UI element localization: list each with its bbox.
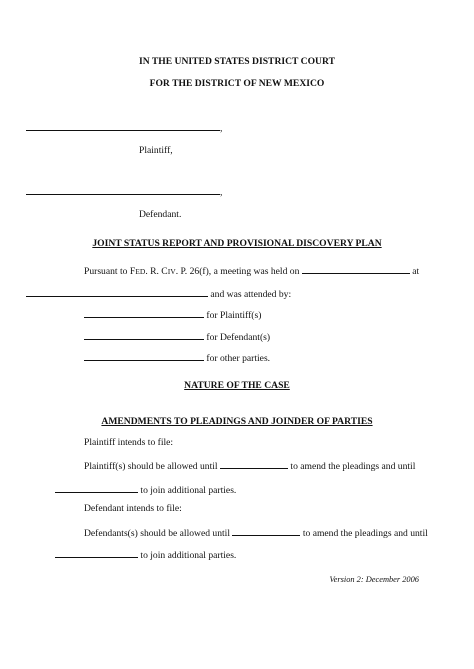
defendant-allowed-line [84,526,428,540]
amendments-heading: AMENDMENTS TO PLEADINGS AND JOINDER OF PARTIES [101,416,373,427]
for-defendants-label: for Defendant(s) [206,332,271,343]
defendant-attendee-line [84,330,270,344]
plaintiff-intends: Plaintiff intends to file: [84,437,174,448]
defendant-attendee-blank[interactable] [84,330,204,340]
report-title: JOINT STATUS REPORT AND PROVISIONAL DISCOVERY PLAN [92,238,382,249]
defendant-intends: Defendant intends to file: [84,503,182,514]
defendant-name-line[interactable] [26,185,222,199]
plaintiff-allowed-line [84,459,415,473]
comma: , [220,123,223,134]
pursuant-sc1: ED [135,267,146,276]
pursuant-prefix: Pursuant to F [84,266,136,277]
defendant-amend-date-blank[interactable] [232,526,300,536]
defendant-join-label: to join additional parties. [140,550,237,561]
plaintiff-join-line [55,483,236,497]
nature-heading: NATURE OF THE CASE [184,380,290,391]
pursuant-line [84,264,419,278]
pursuant-mid1: . R. C [145,266,168,277]
defendant-name-blank[interactable] [26,185,220,195]
defendant-join-date-blank[interactable] [55,548,138,558]
defendant-join-line [55,548,236,562]
plaintiff-label: Plaintiff, [139,145,173,156]
defendant-label: Defendant. [139,209,182,220]
attended-line [26,287,291,301]
plaintiff-allowed-label: Plaintiff(s) should be allowed until [84,461,218,472]
other-attendee-blank[interactable] [84,351,204,361]
for-other-label: for other parties. [206,353,271,364]
pursuant-mid2: . P. 26(f), a meeting was held on [175,266,300,277]
for-plaintiffs-label: for Plaintiff(s) [206,310,262,321]
defendant-amend-label: to amend the pleadings and until [302,528,428,539]
district-title: FOR THE DISTRICT OF NEW MEXICO [149,78,325,89]
attended-by-label: and was attended by: [210,289,292,300]
meeting-location-blank[interactable] [26,287,208,297]
plaintiff-name-line[interactable] [26,121,222,135]
comma: , [220,187,223,198]
court-title: IN THE UNITED STATES DISTRICT COURT [139,56,335,67]
plaintiff-join-date-blank[interactable] [55,483,138,493]
plaintiff-attendee-line [84,308,261,322]
defendant-allowed-label: Defendants(s) should be allowed until [84,528,231,539]
pursuant-sc2: IV [167,267,176,276]
plaintiff-name-blank[interactable] [26,121,220,131]
plaintiff-amend-date-blank[interactable] [220,459,288,469]
at-label: at [412,266,420,277]
other-attendee-line [84,351,270,365]
plaintiff-join-label: to join additional parties. [140,485,237,496]
version-footer: Version 2: December 2006 [329,575,419,584]
plaintiff-attendee-blank[interactable] [84,308,204,318]
meeting-date-blank[interactable] [302,264,410,274]
plaintiff-amend-label: to amend the pleadings and until [290,461,416,472]
